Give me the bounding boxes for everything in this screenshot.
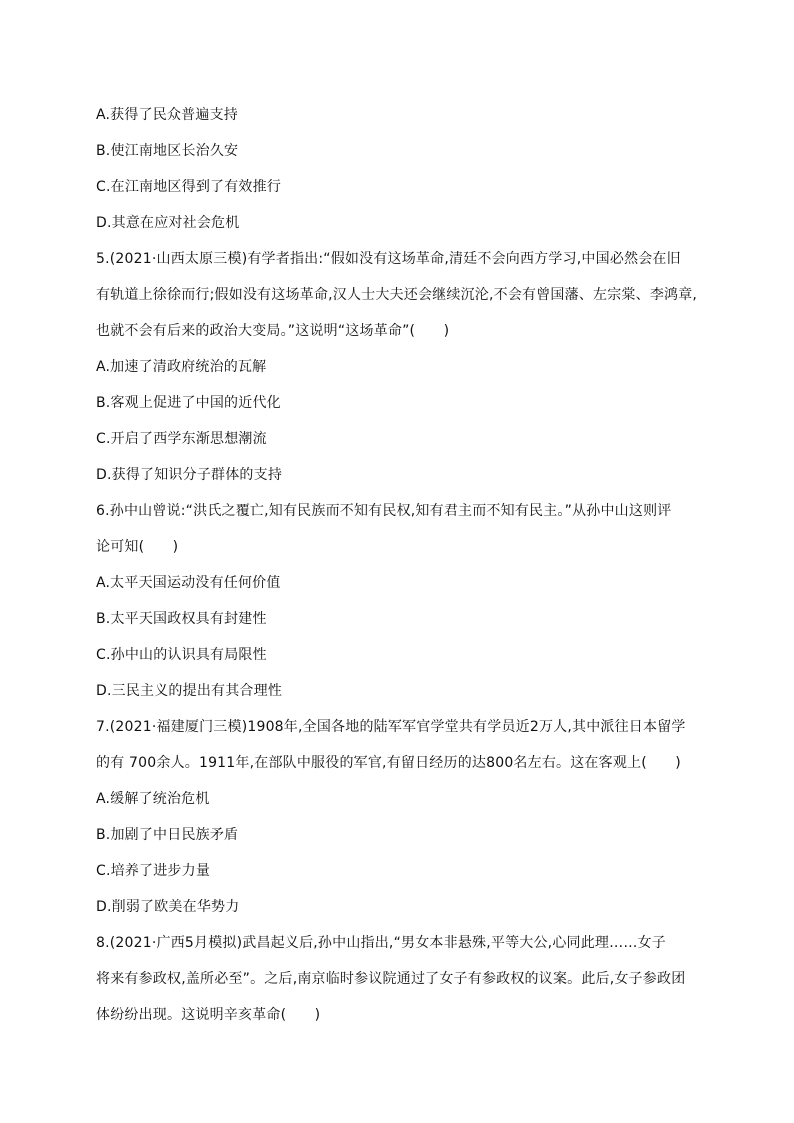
q5-stem-line-1: 5.(2021·山西太原三模)有学者指出:“假如没有这场革命,清廷不会向西方学习,中国必然会在旧 bbox=[96, 251, 681, 267]
q6-option-c: C.孙中山的认识具有局限性 bbox=[96, 647, 267, 663]
q8-stem-line-2: 将来有参政权,盖所必至”。之后,南京临时参议院通过了女子有参政权的议案。此后,女子参政团 bbox=[96, 971, 686, 987]
q5-option-a: A.加速了清政府统治的瓦解 bbox=[96, 359, 267, 375]
q7-option-a: A.缓解了统治危机 bbox=[96, 791, 210, 807]
q4-option-b: B.使江南地区长治久安 bbox=[96, 143, 239, 159]
q4-option-c: C.在江南地区得到了有效推行 bbox=[96, 179, 282, 195]
q6-stem-line-2: 论可知( ) bbox=[96, 539, 179, 555]
q5-stem-line-3: 也就不会有后来的政治大变局。”这说明“这场革命”( ) bbox=[96, 323, 450, 339]
q6-stem-line-1: 6.孙中山曾说:“洪氏之覆亡,知有民族而不知有民权,知有君主而不知有民主。”从孙中山这则评 bbox=[96, 503, 672, 519]
q8-stem-line-1: 8.(2021·广西5月模拟)武昌起义后,孙中山指出,“男女本非悬殊,平等大公,心同此理……女子 bbox=[96, 935, 666, 951]
q5-option-b: B.客观上促进了中国的近代化 bbox=[96, 395, 281, 411]
q4-option-d: D.其意在应对社会危机 bbox=[96, 215, 240, 231]
q8-stem-line-3: 体纷纷出现。这说明辛亥革命( ) bbox=[96, 1007, 321, 1023]
q7-option-d: D.削弱了欧美在华势力 bbox=[96, 899, 240, 915]
q5-option-d: D.获得了知识分子群体的支持 bbox=[96, 467, 283, 483]
q5-stem-line-2: 有轨道上徐徐而行;假如没有这场革命,汉人士大夫还会继续沉沦,不会有曾国藩、左宗棠、李鸿章, bbox=[96, 287, 698, 303]
q7-option-b: B.加剧了中日民族矛盾 bbox=[96, 827, 239, 843]
q7-option-c: C.培养了进步力量 bbox=[96, 863, 211, 879]
q4-option-a: A.获得了民众普遍支持 bbox=[96, 107, 238, 123]
q6-option-a: A.太平天国运动没有任何价值 bbox=[96, 575, 281, 591]
q6-option-d: D.三民主义的提出有其合理性 bbox=[96, 683, 283, 699]
q7-stem-line-2: 的有 700余人。1911年,在部队中服役的军官,有留日经历的达800名左右。这在客观上( ) bbox=[96, 755, 681, 771]
q6-option-b: B.太平天国政权具有封建性 bbox=[96, 611, 267, 627]
q5-option-c: C.开启了西学东渐思想潮流 bbox=[96, 431, 267, 447]
q7-stem-line-1: 7.(2021·福建厦门三模)1908年,全国各地的陆军军官学堂共有学员近2万人,其中派往日本留学 bbox=[96, 719, 686, 735]
